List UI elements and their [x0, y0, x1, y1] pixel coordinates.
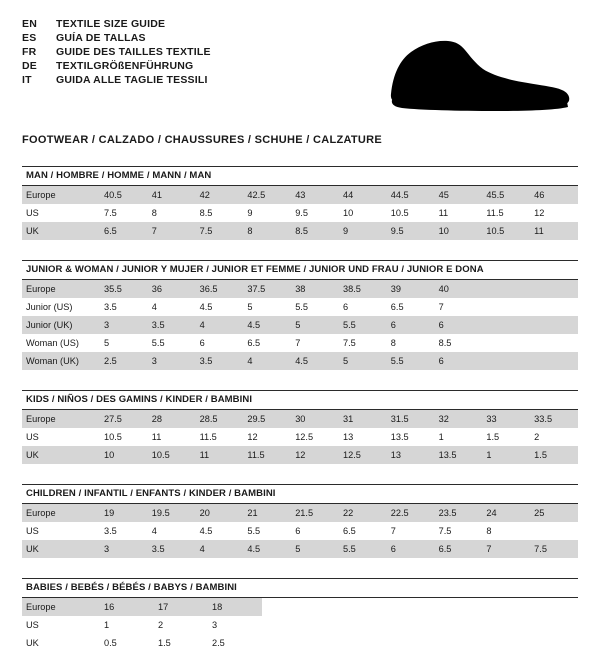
cell: 31.5	[387, 410, 435, 428]
cell	[530, 352, 578, 370]
table-row	[22, 428, 578, 446]
cell: 5	[291, 316, 339, 334]
cell: 2	[530, 428, 578, 446]
cell: 8	[148, 204, 196, 222]
cell: 11	[530, 222, 578, 240]
cell: 6	[196, 334, 244, 352]
cell: 8.5	[435, 334, 483, 352]
cell: 4.5	[196, 298, 244, 316]
cell: 6	[339, 298, 387, 316]
cell: 7.5	[435, 522, 483, 540]
cell: 5.5	[148, 334, 196, 352]
cell	[482, 280, 530, 298]
cell: 22.5	[387, 504, 435, 522]
cell: 4.5	[291, 352, 339, 370]
cell: 10	[435, 222, 483, 240]
cell: 11	[435, 204, 483, 222]
table-row	[22, 352, 578, 370]
category-line: FOOTWEAR / CALZADO / CHAUSSURES / SCHUHE / CALZATURE	[22, 134, 383, 146]
cell: 7.5	[100, 204, 148, 222]
cell: 6.5	[100, 222, 148, 240]
cell	[530, 522, 578, 540]
cell: 5.5	[339, 540, 387, 558]
cell: 1.5	[154, 634, 208, 652]
section-babies	[22, 578, 578, 652]
cell	[482, 334, 530, 352]
cell: 3.5	[148, 540, 196, 558]
cell: 6	[291, 522, 339, 540]
language-row	[22, 32, 211, 45]
size-table-man	[22, 186, 578, 240]
cell: 36	[148, 280, 196, 298]
cell: 32	[435, 410, 483, 428]
language-title: TEXTILGRÖßENFÜHRUNG	[56, 60, 194, 72]
dress-shoe-silhouette-icon	[384, 30, 572, 116]
cell: 33	[482, 410, 530, 428]
section-title: KIDS / NIÑOS / DES GAMINS / KINDER / BAMBINI	[22, 390, 578, 410]
row-label: UK	[22, 540, 100, 558]
table-row	[22, 410, 578, 428]
cell: 45.5	[482, 186, 530, 204]
cell: 1.5	[482, 428, 530, 446]
cell: 5.5	[291, 298, 339, 316]
cell: 12	[243, 428, 291, 446]
table-row	[22, 540, 578, 558]
table-row	[22, 446, 578, 464]
cell: 28	[148, 410, 196, 428]
cell: 10.5	[100, 428, 148, 446]
cell: 4	[196, 540, 244, 558]
cell: 6.5	[339, 522, 387, 540]
cell: 1.5	[530, 446, 578, 464]
section-title: CHILDREN / INFANTIL / ENFANTS / KINDER / BAMBINI	[22, 484, 578, 504]
cell: 6	[435, 316, 483, 334]
cell: 27.5	[100, 410, 148, 428]
row-label: US	[22, 428, 100, 446]
cell: 7	[435, 298, 483, 316]
cell: 13.5	[435, 446, 483, 464]
row-label: Junior (US)	[22, 298, 100, 316]
cell: 4	[148, 522, 196, 540]
table-row	[22, 298, 578, 316]
row-label: Junior (UK)	[22, 316, 100, 334]
cell: 9	[339, 222, 387, 240]
cell: 21	[243, 504, 291, 522]
cell: 12.5	[339, 446, 387, 464]
cell: 24	[482, 504, 530, 522]
cell: 9.5	[387, 222, 435, 240]
size-table-junior-woman	[22, 280, 578, 370]
cell: 4	[148, 298, 196, 316]
cell: 7.5	[196, 222, 244, 240]
table-row	[22, 222, 578, 240]
cell: 7	[148, 222, 196, 240]
cell: 4.5	[243, 540, 291, 558]
cell: 19	[100, 504, 148, 522]
language-title: GUÍA DE TALLAS	[56, 32, 146, 44]
cell: 12	[530, 204, 578, 222]
cell: 5	[243, 298, 291, 316]
cell: 42.5	[243, 186, 291, 204]
section-kids	[22, 390, 578, 464]
cell: 5.5	[243, 522, 291, 540]
section-man	[22, 166, 578, 240]
cell: 1	[100, 616, 154, 634]
row-label: Europe	[22, 280, 100, 298]
cell: 10	[339, 204, 387, 222]
cell: 33.5	[530, 410, 578, 428]
cell: 12	[291, 446, 339, 464]
language-row	[22, 18, 211, 31]
language-row	[22, 60, 211, 73]
row-label: US	[22, 616, 100, 634]
table-row	[22, 316, 578, 334]
cell: 22	[339, 504, 387, 522]
cell: 5	[339, 352, 387, 370]
table-row	[22, 616, 262, 634]
cell: 0.5	[100, 634, 154, 652]
cell: 2.5	[100, 352, 148, 370]
language-code: ES	[22, 32, 37, 44]
cell: 7.5	[339, 334, 387, 352]
cell: 19.5	[148, 504, 196, 522]
cell: 13.5	[387, 428, 435, 446]
cell: 40	[435, 280, 483, 298]
cell: 6.5	[435, 540, 483, 558]
section-title: BABIES / BEBÉS / BÉBÉS / BABYS / BAMBINI	[22, 578, 578, 598]
cell: 5	[291, 540, 339, 558]
cell	[482, 316, 530, 334]
cell: 18	[208, 598, 262, 616]
cell: 6	[387, 316, 435, 334]
cell: 41	[148, 186, 196, 204]
cell: 17	[154, 598, 208, 616]
language-row	[22, 46, 211, 59]
table-row	[22, 334, 578, 352]
language-row	[22, 74, 211, 87]
cell: 21.5	[291, 504, 339, 522]
cell	[530, 316, 578, 334]
cell: 2	[154, 616, 208, 634]
section-junior-woman	[22, 260, 578, 370]
cell: 35.5	[100, 280, 148, 298]
cell: 23.5	[435, 504, 483, 522]
row-label: Europe	[22, 186, 100, 204]
table-row	[22, 204, 578, 222]
page-header	[22, 18, 578, 116]
language-title: GUIDA ALLE TAGLIE TESSILI	[56, 74, 208, 86]
cell: 10.5	[387, 204, 435, 222]
cell: 10.5	[148, 446, 196, 464]
cell: 38.5	[339, 280, 387, 298]
cell	[530, 334, 578, 352]
row-label: Woman (US)	[22, 334, 100, 352]
cell: 6	[435, 352, 483, 370]
cell: 8	[387, 334, 435, 352]
language-title: TEXTILE SIZE GUIDE	[56, 18, 166, 30]
cell: 5.5	[339, 316, 387, 334]
size-table-kids	[22, 410, 578, 464]
cell: 38	[291, 280, 339, 298]
language-titles	[22, 18, 211, 87]
cell: 9.5	[291, 204, 339, 222]
cell: 6.5	[387, 298, 435, 316]
cell: 4	[243, 352, 291, 370]
cell: 1	[435, 428, 483, 446]
cell: 3	[100, 540, 148, 558]
cell: 7	[291, 334, 339, 352]
cell: 16	[100, 598, 154, 616]
cell: 4.5	[196, 522, 244, 540]
cell: 3	[100, 316, 148, 334]
cell: 3.5	[100, 522, 148, 540]
cell: 42	[196, 186, 244, 204]
language-code: EN	[22, 18, 37, 30]
language-code: DE	[22, 60, 37, 72]
cell	[530, 298, 578, 316]
cell: 36.5	[196, 280, 244, 298]
row-label: Woman (UK)	[22, 352, 100, 370]
cell: 6.5	[243, 334, 291, 352]
cell: 44.5	[387, 186, 435, 204]
cell	[482, 352, 530, 370]
cell: 29.5	[243, 410, 291, 428]
cell: 46	[530, 186, 578, 204]
cell: 43	[291, 186, 339, 204]
cell: 8.5	[291, 222, 339, 240]
section-title: MAN / HOMBRE / HOMME / MANN / MAN	[22, 166, 578, 186]
cell: 10	[100, 446, 148, 464]
table-row	[22, 522, 578, 540]
cell: 13	[339, 428, 387, 446]
cell: 28.5	[196, 410, 244, 428]
row-label: Europe	[22, 598, 100, 616]
cell: 6	[387, 540, 435, 558]
row-label: UK	[22, 446, 100, 464]
table-row	[22, 634, 262, 652]
cell: 4.5	[243, 316, 291, 334]
cell: 7	[482, 540, 530, 558]
cell: 45	[435, 186, 483, 204]
cell: 8.5	[196, 204, 244, 222]
cell: 44	[339, 186, 387, 204]
cell: 40.5	[100, 186, 148, 204]
row-label: US	[22, 204, 100, 222]
cell: 8	[482, 522, 530, 540]
cell	[530, 280, 578, 298]
cell: 1	[482, 446, 530, 464]
cell: 37.5	[243, 280, 291, 298]
row-label: US	[22, 522, 100, 540]
row-label: Europe	[22, 504, 100, 522]
table-row	[22, 504, 578, 522]
row-label: Europe	[22, 410, 100, 428]
cell: 11	[196, 446, 244, 464]
cell: 7	[387, 522, 435, 540]
cell: 3	[208, 616, 262, 634]
cell: 9	[243, 204, 291, 222]
cell: 5	[100, 334, 148, 352]
cell: 2.5	[208, 634, 262, 652]
language-code: FR	[22, 46, 37, 58]
cell: 12.5	[291, 428, 339, 446]
table-row	[22, 598, 262, 616]
cell: 3.5	[196, 352, 244, 370]
language-title: GUIDE DES TAILLES TEXTILE	[56, 46, 211, 58]
cell: 10.5	[482, 222, 530, 240]
babies-table-wrap	[22, 598, 262, 652]
cell: 25	[530, 504, 578, 522]
cell: 11.5	[482, 204, 530, 222]
size-table-children	[22, 504, 578, 558]
cell: 3.5	[100, 298, 148, 316]
cell: 11.5	[196, 428, 244, 446]
cell: 30	[291, 410, 339, 428]
cell: 11.5	[243, 446, 291, 464]
cell: 20	[196, 504, 244, 522]
cell: 3.5	[148, 316, 196, 334]
cell: 13	[387, 446, 435, 464]
cell: 8	[243, 222, 291, 240]
cell: 4	[196, 316, 244, 334]
cell: 3	[148, 352, 196, 370]
section-children	[22, 484, 578, 558]
row-label: UK	[22, 634, 100, 652]
section-title: JUNIOR & WOMAN / JUNIOR Y MUJER / JUNIOR ET FEMME / JUNIOR UND FRAU / JUNIOR E DONA	[22, 260, 578, 280]
table-row	[22, 186, 578, 204]
cell: 7.5	[530, 540, 578, 558]
language-code: IT	[22, 74, 32, 86]
cell: 11	[148, 428, 196, 446]
cell: 39	[387, 280, 435, 298]
cell	[482, 298, 530, 316]
cell: 31	[339, 410, 387, 428]
row-label: UK	[22, 222, 100, 240]
size-table-babies	[22, 598, 262, 652]
table-row	[22, 280, 578, 298]
cell: 5.5	[387, 352, 435, 370]
